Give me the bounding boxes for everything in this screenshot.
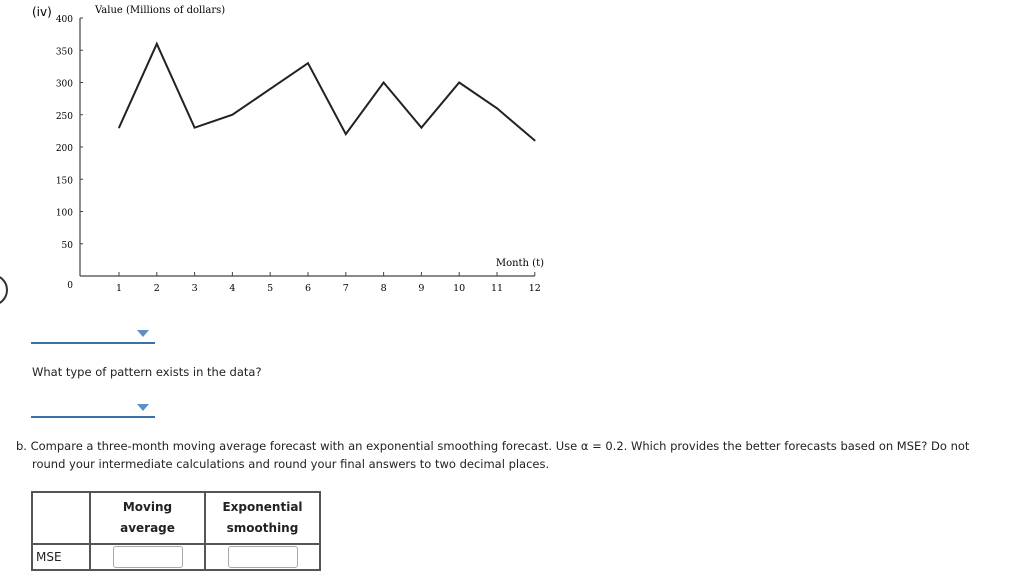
y-tick-label: 100 bbox=[55, 208, 73, 219]
y-tick-label: 250 bbox=[55, 111, 73, 122]
data-point bbox=[118, 127, 120, 129]
row-label-mse: MSE bbox=[32, 544, 90, 570]
part-b-line1: b. Compare a three-month moving average forecast with an exponential smoothing forecast. Use α = 0.2. Which provides the better forecasts based on MSE? Do not bbox=[16, 439, 970, 453]
x-tick-label: 3 bbox=[191, 283, 198, 294]
header-moving-average: Moving average bbox=[90, 492, 205, 544]
x-tick-label: 8 bbox=[380, 283, 387, 294]
y-tick-label: 300 bbox=[55, 79, 73, 90]
series-line bbox=[119, 44, 535, 141]
x-tick-label: 5 bbox=[267, 283, 274, 294]
data-point bbox=[345, 133, 347, 135]
x-tick-label: 7 bbox=[342, 283, 349, 294]
data-point bbox=[383, 82, 385, 84]
y-axis-label: Value (Millions of dollars) bbox=[95, 5, 226, 16]
mse-exp-cell bbox=[205, 544, 320, 570]
chevron-down-icon bbox=[137, 404, 149, 411]
pattern-dropdown[interactable] bbox=[31, 402, 155, 418]
y-tick-label: 50 bbox=[61, 240, 73, 251]
data-point bbox=[232, 114, 234, 116]
data-point bbox=[421, 127, 423, 129]
data-point bbox=[156, 43, 158, 45]
x-tick-label: 2 bbox=[153, 283, 160, 294]
part-b-line2: round your intermediate calculations and round your final answers to two decimal places. bbox=[32, 457, 550, 471]
y-tick-label: 0 bbox=[67, 281, 73, 291]
mse-moving-average-input[interactable] bbox=[113, 546, 183, 568]
panel-label: (iv) bbox=[32, 5, 52, 19]
empty-header bbox=[32, 492, 90, 544]
x-tick-label: 12 bbox=[528, 283, 541, 294]
x-axis-label: Month (t) bbox=[495, 258, 544, 269]
data-point bbox=[194, 127, 196, 129]
x-tick-label: 6 bbox=[304, 283, 312, 294]
mse-exponential-smoothing-input[interactable] bbox=[228, 546, 298, 568]
data-point bbox=[534, 140, 536, 142]
x-tick-label: 4 bbox=[229, 283, 236, 294]
pattern-question: What type of pattern exists in the data? bbox=[32, 365, 262, 379]
data-point bbox=[269, 88, 271, 90]
dropdown-1[interactable] bbox=[31, 328, 155, 344]
y-tick-label: 200 bbox=[55, 144, 73, 154]
data-point bbox=[458, 82, 460, 84]
header-exponential-smoothing: Exponential smoothing bbox=[205, 492, 320, 544]
x-tick-label: 11 bbox=[490, 283, 504, 294]
mse-table bbox=[31, 491, 321, 571]
chevron-down-icon bbox=[137, 330, 149, 337]
x-tick-label: 10 bbox=[453, 283, 466, 294]
y-tick-label: 150 bbox=[55, 176, 73, 187]
data-point bbox=[496, 108, 498, 110]
x-tick-label: 9 bbox=[418, 283, 425, 294]
y-tick-label: 350 bbox=[55, 47, 73, 58]
line-chart bbox=[0, 0, 560, 300]
data-point bbox=[307, 62, 309, 64]
y-tick-label: 400 bbox=[55, 15, 73, 25]
mse-moving-cell bbox=[90, 544, 205, 570]
x-tick-label: 1 bbox=[115, 283, 123, 294]
